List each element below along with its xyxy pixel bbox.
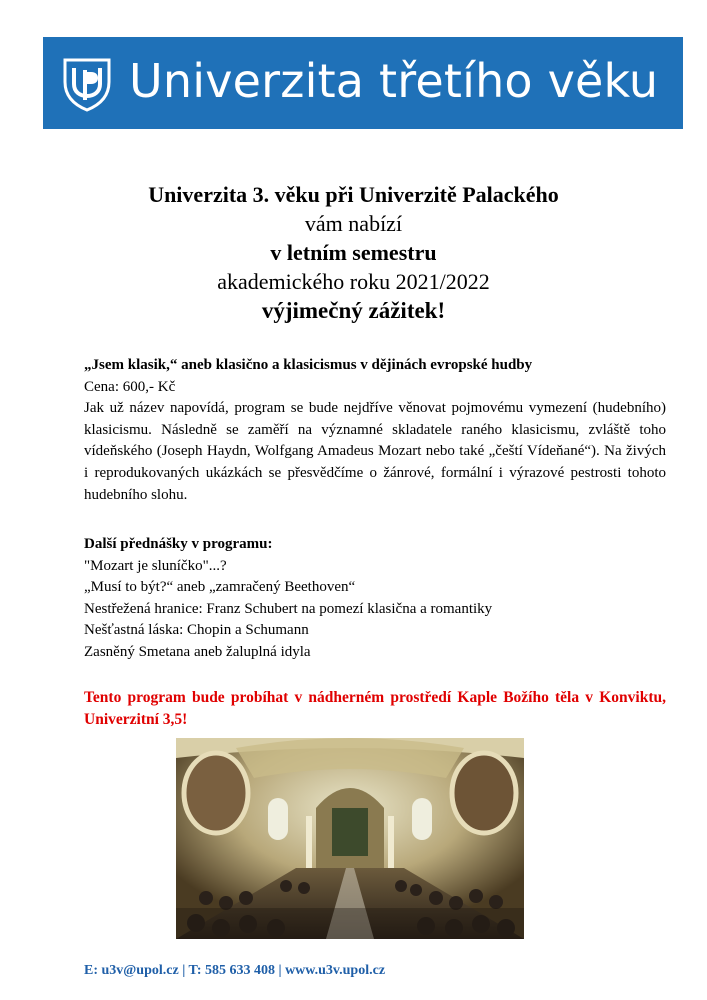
- chapel-photo: [176, 738, 524, 939]
- course-title: „Jsem klasik,“ aneb klasično a klasicismus v dějinách evropské hudby: [84, 357, 533, 373]
- list-item: "Mozart je sluníčko"...?: [84, 557, 227, 574]
- intro-line-offers: vám nabízí: [304, 211, 403, 236]
- chapel-photo-illustration: [176, 738, 524, 939]
- up-shield-logo-icon: [61, 56, 113, 112]
- contact-footer: E: u3v@upol.cz | T: 585 633 408 | www.u3v.upol.cz: [84, 963, 386, 978]
- intro-line-year: akademického roku 2021/2022: [217, 269, 490, 294]
- more-lectures-section: [84, 534, 666, 664]
- course-description: Jak už název napovídá, program se bude nejdříve věnovat pojmovému vymezení (hudebního) klasicismu. Následně se zaměří na významné skladatele raného klasicismu, zvláště toho vídeňského (Joseph Haydn, Wolfgang Amadeus Mozart nebo také „čeští Vídeňané“). Na živých i reprodukovaných ukázkách se přesvědčíme o žánrové, formální i výrazové pestrosti tohoto hudebního slohu.: [84, 400, 666, 503]
- list-item: Zasněný Smetana aneb žaluplná idyla: [84, 643, 311, 660]
- course-price: Cena: 600,- Kč: [84, 378, 176, 395]
- list-item: Nešťastná láska: Chopin a Schumann: [84, 622, 309, 639]
- list-item: „Musí to být?“ aneb „zamračený Beethoven“: [84, 579, 356, 596]
- more-lectures-title: Další přednášky v programu:: [84, 536, 273, 552]
- intro-line-university: Univerzita 3. věku při Univerzitě Palackého: [148, 182, 559, 207]
- header-banner: [43, 37, 683, 129]
- intro-line-semester: v letním semestru: [270, 240, 437, 265]
- list-item: Nestřežená hranice: Franz Schubert na pomezí klasična a romantiky: [84, 600, 493, 617]
- course-section: [84, 355, 666, 506]
- banner-title: Univerzita třetího věku: [129, 54, 659, 108]
- venue-notice: Tento program bude probíhat v nádherném prostředí Kaple Božího těla v Konviktu, Univerzitní 3,5!: [84, 689, 666, 728]
- intro-line-experience: výjimečný zážitek!: [261, 298, 446, 323]
- intro-block: [0, 180, 707, 325]
